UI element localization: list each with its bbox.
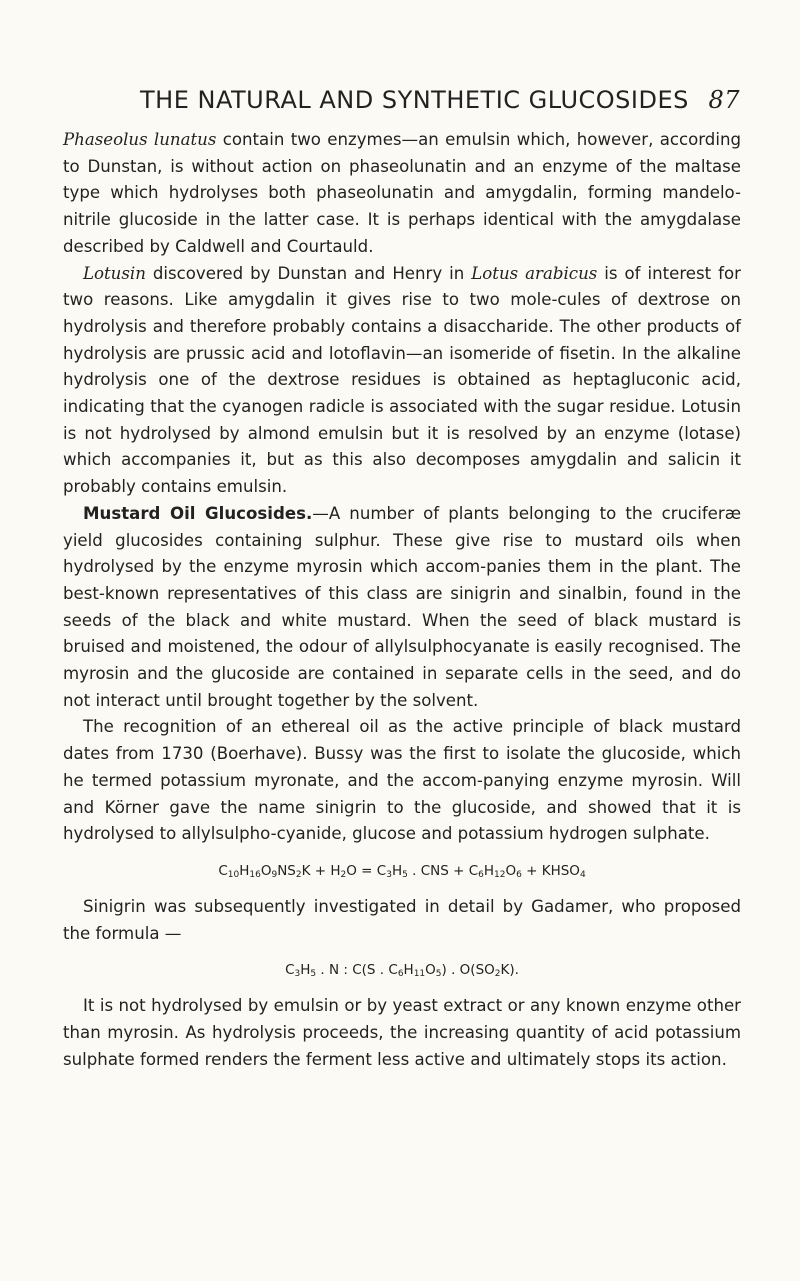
paragraph-text: It is not hydrolysed by emulsin or by yeast extract or any known enzyme other than myrosin. As hydrolysis proceeds, the increasing quantity of acid potassium sulphate formed renders the ferment less active and ultimately stops its action.: [63, 996, 741, 1069]
chemical-equation: $C_{10}H_{16}O_9NS_2K + H_2O = C_3H_5$ . CNS + $C_6H_{12}O_6$ + $KHSO_4$: [218, 862, 586, 880]
paragraph-text: is of interest for two reasons. Like amygdalin it gives rise to two mole-cules of dextrose on hydrolysis and therefore probably contains a disaccharide. The other products of hydrolysis are prussic acid and lotoflavin—an isomeride of fisetin. In the alkaline hydrolysis one of the dextrose residues is obtained as heptagluconic acid, indicating that the cyanogen radicle is associated with the sugar residue. Lotusin is not hydrolysed by almond emulsin but it is resolved by an enzyme (lotase) which accompanies it, but as this also decomposes amygdalin and salicin it probably contains emulsin.: [63, 263, 741, 497]
header-title: THE NATURAL AND SYNTHETIC GLUCOSIDES: [140, 86, 689, 114]
paragraph-mustard-oil: [63, 501, 741, 715]
page-number: 87: [708, 86, 740, 114]
paragraph-text: The recognition of an ethereal oil as the active principle of black mustard dates from 1730 (Boerhave). Bussy was the first to isolate the glucoside, which he termed potassium myronate, and the accom-panying enzyme myrosin. Will and Körner gave the name sinigrin to the glucoside, and showed that it is hydrolysed to allylsulpho-cyanide, glucose and potassium hydrogen sulphate.: [63, 717, 741, 844]
paragraph-phaseolus: [63, 127, 741, 261]
paragraph-text: Sinigrin was subsequently investigated in detail by Gadamer, who proposed the formula —: [63, 896, 741, 943]
running-header: [140, 86, 740, 120]
section-heading: Mustard Oil Glucosides.: [83, 503, 313, 523]
paragraph-text: —A number of plants belonging to the cruciferæ yield glucosides containing sulphur. These give rise to mustard oils when hydrolysed by the enzyme myrosin which accom-panies them in the plant. The best-known representatives of this class are sinigrin and sinalbin, found in the seeds of the black and white mustard. When the seed of black mustard is bruised and moistened, the odour of allylsulphocyanate is easily recognised. The myrosin and the glucoside are contained in separate cells in the seed, and do not interact until brought together by the solvent.: [63, 503, 741, 710]
paragraph-gadamer: [63, 894, 741, 947]
body-text: [63, 127, 741, 1074]
species-name: Lotus arabicus: [471, 263, 598, 283]
paragraph-lotusin: [63, 261, 741, 501]
species-name: Phaseolus lunatus: [63, 130, 217, 149]
paragraph-hydrolysis: [63, 993, 741, 1073]
sinigrin-formula: $C_3H_5$ . N : C(S . $C_6H_{11}O_5$) . $O(SO_2K)$.: [285, 962, 519, 980]
glucoside-name: Lotusin: [83, 263, 146, 283]
paragraph-history: [63, 714, 741, 848]
paragraph-text: discovered by Dunstan and Henry in: [145, 263, 472, 283]
paragraph-text: contain two enzymes—an emulsin which, however, according to Dunstan, is without action on phaseolunatin and an enzyme of the maltase type which hydrolyses both phaseolunatin and amygdalin, forming mandelo-nitrile glucoside in the latter case. It is perhaps identical with the amygdalase described by Caldwell and Courtauld.: [63, 130, 741, 256]
